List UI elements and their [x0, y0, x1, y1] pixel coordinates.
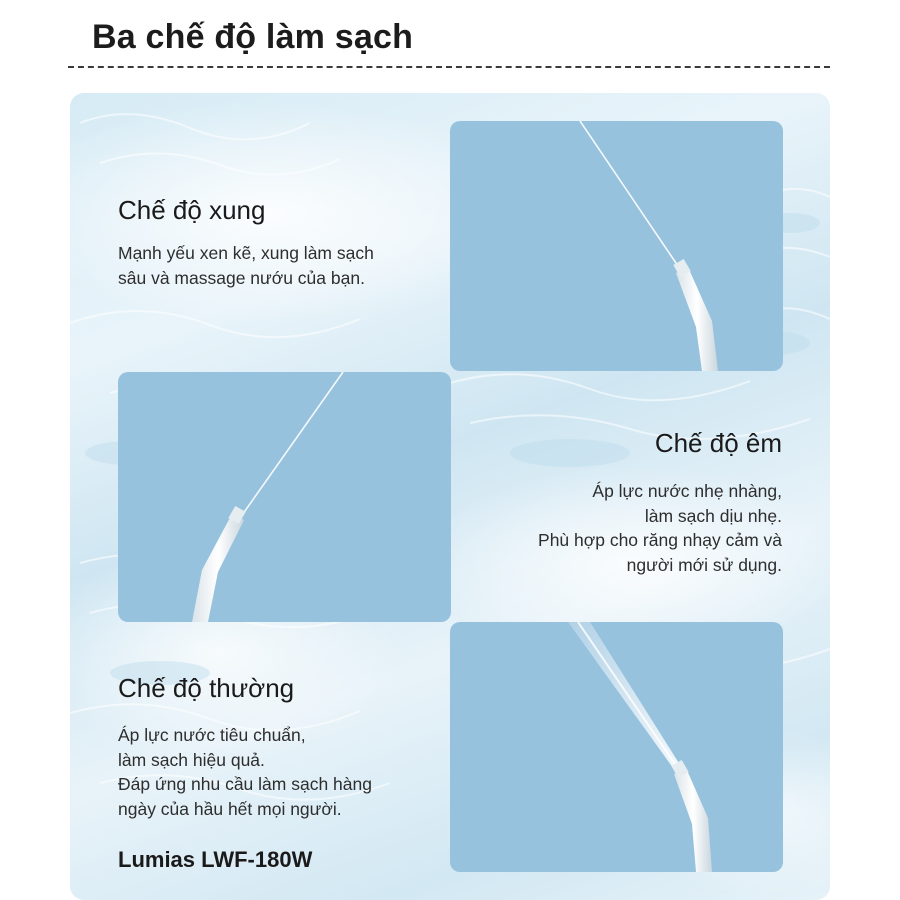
normal-desc-line: làm sạch hiệu quả. [118, 749, 265, 770]
normal-desc-line: Đáp ứng nhu cầu làm sạch hàng [118, 774, 372, 794]
normal-mode-photo [450, 622, 783, 872]
normal-desc-line: Áp lực nước tiêu chuẩn, [118, 725, 306, 745]
pulse-desc-line: sâu và massage nướu của bạn. [118, 267, 365, 288]
title-divider [68, 66, 830, 68]
pulse-mode-description [118, 241, 374, 290]
pulse-mode-photo [450, 121, 783, 371]
pulse-desc-line: Mạnh yếu xen kẽ, xung làm sạch [118, 243, 374, 263]
normal-desc-line: ngày của hầu hết mọi người. [118, 798, 342, 819]
water-jet-spray-icon [450, 622, 783, 872]
soft-desc-line: Áp lực nước nhẹ nhàng, [592, 481, 782, 501]
normal-mode-description [118, 723, 372, 821]
water-jet-thin-icon [450, 121, 783, 371]
product-model-label: Lumias LWF-180W [118, 847, 313, 872]
page-title: Ba chế độ làm sạch [92, 18, 414, 56]
soft-desc-line: làm sạch dịu nhẹ. [644, 505, 782, 526]
normal-mode-title: Chế độ thường [118, 673, 295, 703]
soft-mode-photo [118, 372, 451, 622]
water-jet-thin-icon [118, 372, 451, 622]
pulse-mode-title: Chế độ xung [118, 195, 266, 225]
soft-mode-title: Chế độ êm [654, 428, 782, 458]
soft-desc-line: Phù hợp cho răng nhạy cảm và [538, 530, 782, 550]
soft-mode-description [538, 479, 782, 577]
modes-panel [70, 93, 830, 900]
soft-desc-line: người mới sử dụng. [626, 554, 782, 575]
